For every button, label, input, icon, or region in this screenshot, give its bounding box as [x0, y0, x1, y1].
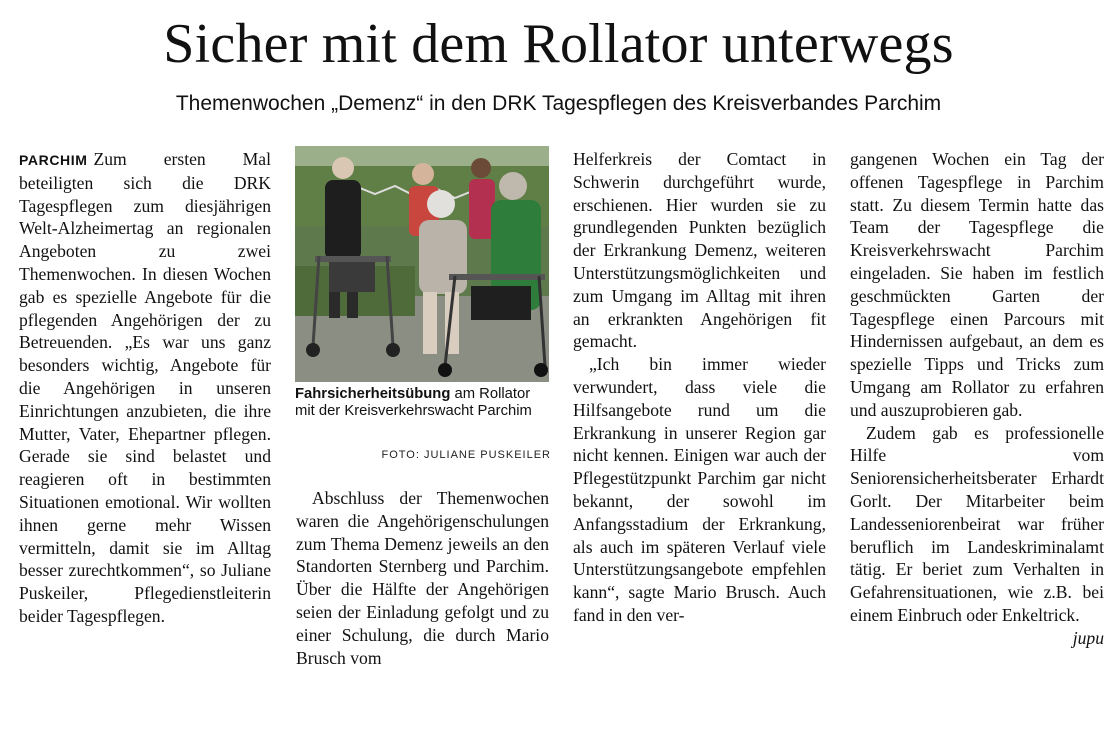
col4-paragraph-1: gangenen Wochen ein Tag der offenen Tagespflege in Parchim statt. Zu diesem Termin hatte das Team der Tagespflege die Kreisverkehrswacht Parchim eingeladen. Sie haben im festlich geschmückten Garten der Tagespflege einen Parcours mit Hindernissen aufgebaut, an dem es spezielle Tipps und Tricks zum Umgang am Rollator zu erfahren und auszuprobieren gab.: [850, 149, 1104, 420]
col2-paragraph-1: Abschluss der Themenwochen waren die Angehörigenschulungen zum Thema Demenz jeweils an den Standorten Sternberg und Parchim. Über die Hälfte der Angehörigen seien der Einladung gefolgt und zu einer Schulung, die durch Mario Brusch vom: [296, 488, 549, 668]
col3-paragraph-1: Helferkreis der Comtact in Schwerin durchgeführt wurde, erschienen. Hier wurden sie zu grundlegenden Punkten bezüglich der Erkrankung Demenz, weiteren Unterstützungsmöglichkeiten und zum Umgang im Alltag mit ihren an erkrankten Angehörigen fit gemacht.: [573, 149, 826, 352]
article-column-1: [19, 148, 271, 628]
photo-caption-bold: Fahrsicherheitsübung: [295, 386, 451, 402]
author-signature: jupu: [1072, 627, 1104, 648]
article-column-4: [850, 148, 1104, 650]
article-column-2: [296, 487, 549, 669]
article-headline: Sicher mit dem Rollator unterwegs: [163, 13, 954, 75]
article-column-3: [573, 148, 826, 627]
col4-paragraph-2: [850, 422, 1104, 648]
col1-paragraph-1-text: Zum ersten Mal beteiligten sich die DRK Tagespflegen zum diesjährigen Welt-Alzheimertag an regionalen Angeboten zu zwei Themenwochen. In diesen Wochen gab es spezielle Angebote für die pflegenden Angehörigen der zu Betreuenden. „Es war uns ganz besonders wichtig, Angebote für die Angehörigen in unseren Einrichtungen anzubieten, die ihre Mutter, Vater, Ehepartner pflegen. Gerade sie sind belastet und reagieren oft in bestimmten Situationen emotional. Wir wollten ihnen gerne mehr Wissen vermitteln, damit sie im Alltag besser zurechtkommen“, so Juliane Puskeiler, Pflegedienstleiterin beider Tagespflegen.: [19, 149, 271, 626]
article-subheadline: Themenwochen „Demenz“ in den DRK Tagespflegen des Kreisverbandes Parchim: [175, 92, 942, 115]
dateline: PARCHIM: [19, 152, 88, 168]
article-photo: [295, 146, 549, 382]
col1-paragraph-1: [19, 148, 271, 628]
col3-paragraph-2: „Ich bin immer wieder verwundert, dass viele die Hilfsangebote rund um die Erkrankung in unserer Region gar nicht kennen. Einigen war auch der Pflegestützpunkt Parchim gar nicht bekannt, der sowohl im Anfangsstadium der Erkrankung, als auch im späteren Verlauf viele Unterstützungsangebote empfehlen kann“, sagte Mario Brusch. Auch fand in den ver-: [573, 354, 826, 625]
photo-illustration: [295, 146, 549, 382]
photo-caption: [295, 386, 551, 420]
photo-credit: FOTO: JULIANE PUSKEILER: [381, 449, 551, 461]
col4-paragraph-2-text: Zudem gab es professionelle Hilfe vom Seniorensicherheitsberater Erhardt Gorlt. Der Mitarbeiter beim Landesseniorenbeirat war früher beruflich im Landeskriminalamt tätig. Er beriet zum Verhalten in Gefahrensituationen, wie z.B. bei einem Einbruch oder Enkeltrick.: [850, 422, 1104, 625]
photo-caption-text: am Rollator mit der Kreisverkehrswacht Parchim: [295, 386, 532, 419]
